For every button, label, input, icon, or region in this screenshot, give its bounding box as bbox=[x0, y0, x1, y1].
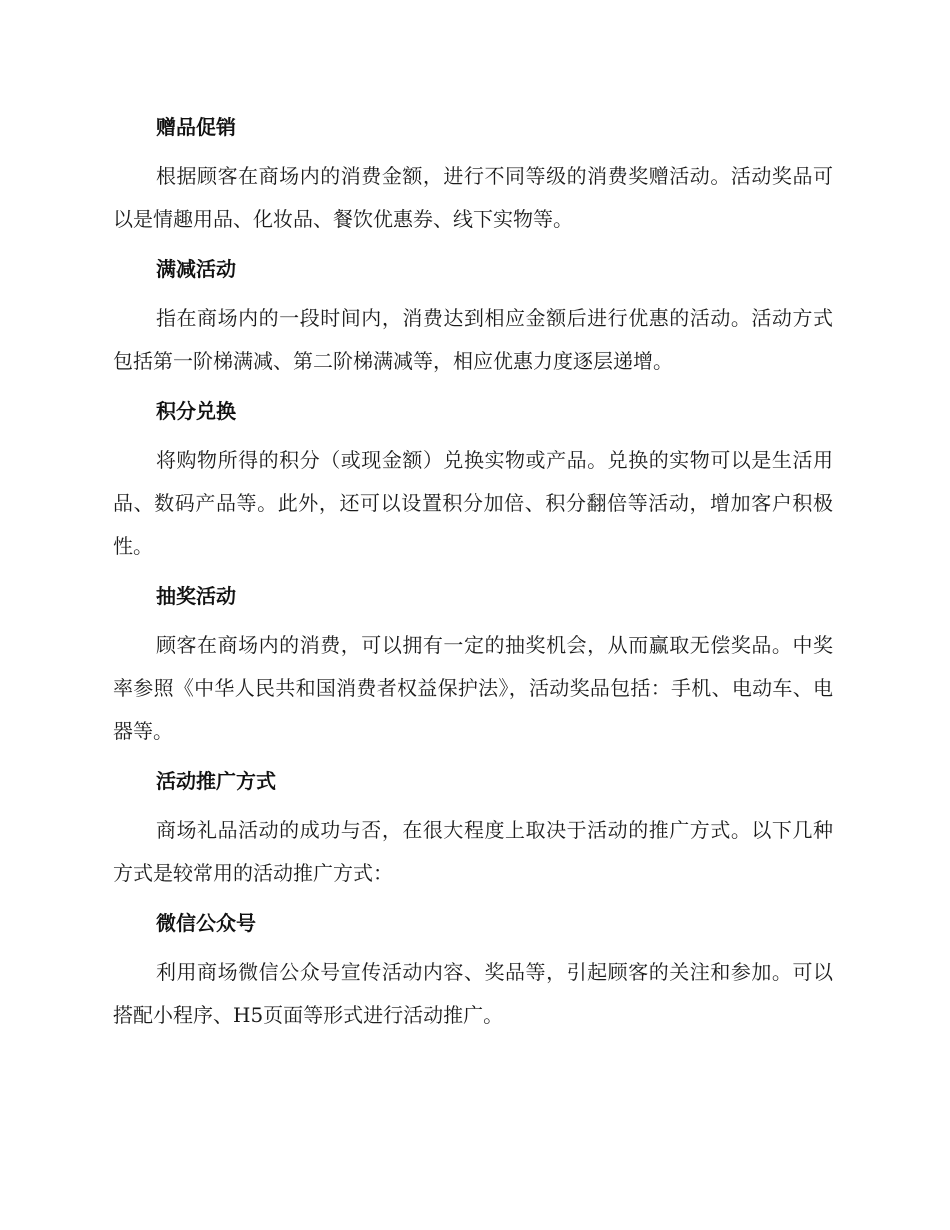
spacer bbox=[113, 425, 833, 439]
section-paragraph-promotion-methods: 商场礼品活动的成功与否，在很大程度上取决于活动的推广方式。以下几种方式是较常用的活动推广方式： bbox=[113, 818, 833, 885]
spacer bbox=[113, 795, 833, 809]
section-heading-promotion-methods: 活动推广方式 bbox=[156, 769, 276, 793]
section-heading-wechat-official-account: 微信公众号 bbox=[156, 911, 256, 935]
spacer bbox=[113, 568, 833, 582]
section-heading-discount-activity: 满减活动 bbox=[156, 257, 236, 281]
document-body bbox=[113, 113, 833, 1037]
spacer bbox=[113, 141, 833, 155]
spacer bbox=[113, 241, 833, 255]
section-paragraph-points-exchange: 将购物所得的积分（或现金额）兑换实物或产品。兑换的实物可以是生活用品、数码产品等。此外，还可以设置积分加倍、积分翻倍等活动，增加客户积极性。 bbox=[113, 448, 833, 558]
spacer bbox=[113, 895, 833, 909]
section-heading-lottery-activity: 抽奖活动 bbox=[156, 584, 236, 608]
section-heading-gift-promotion: 赠品促销 bbox=[156, 115, 236, 139]
spacer bbox=[113, 610, 833, 624]
section-paragraph-discount-activity: 指在商场内的一段时间内，消费达到相应金额后进行优惠的活动。活动方式包括第一阶梯满减、第二阶梯满减等，相应优惠力度逐层递增。 bbox=[113, 306, 833, 373]
section-paragraph-wechat-official-account: 利用商场微信公众号宣传活动内容、奖品等，引起顾客的关注和参加。可以搭配小程序、H5页面等形式进行活动推广。 bbox=[113, 960, 833, 1027]
section-heading-points-exchange: 积分兑换 bbox=[156, 399, 236, 423]
section-paragraph-lottery-activity: 顾客在商场内的消费，可以拥有一定的抽奖机会，从而赢取无偿奖品。中奖率参照《中华人民共和国消费者权益保护法》，活动奖品包括：手机、电动车、电器等。 bbox=[113, 633, 833, 743]
section-paragraph-gift-promotion: 根据顾客在商场内的消费金额，进行不同等级的消费奖赠活动。活动奖品可以是情趣用品、化妆品、餐饮优惠券、线下实物等。 bbox=[113, 164, 833, 231]
spacer bbox=[113, 283, 833, 297]
spacer bbox=[113, 937, 833, 951]
spacer bbox=[113, 753, 833, 767]
spacer bbox=[113, 383, 833, 397]
